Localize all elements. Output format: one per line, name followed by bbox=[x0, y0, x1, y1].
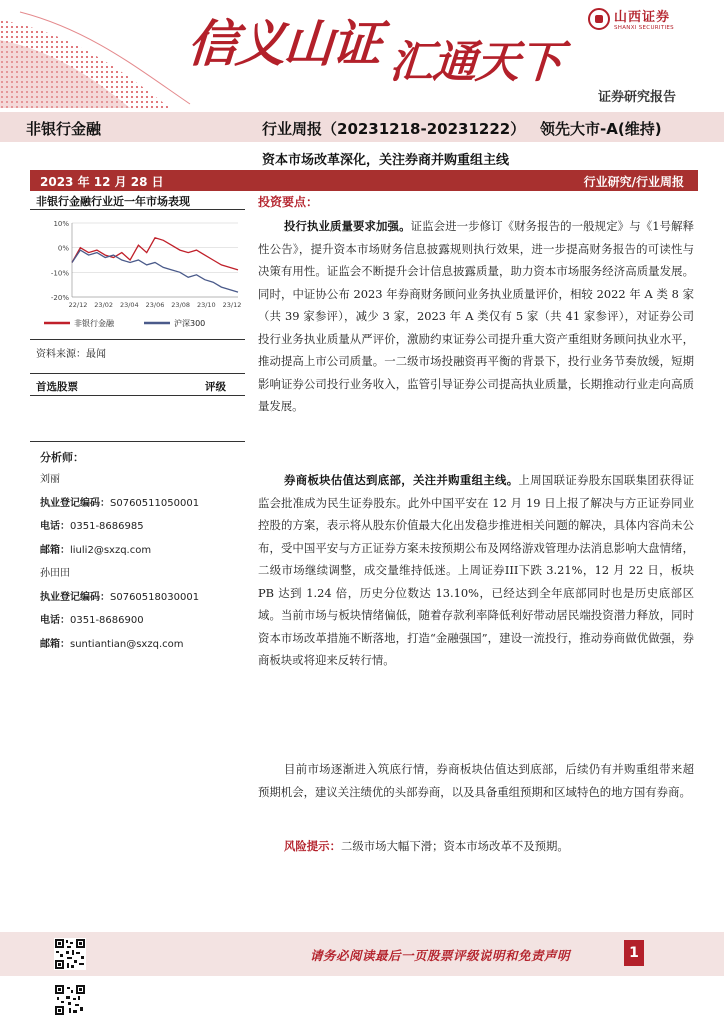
report-type: 证券研究报告 bbox=[597, 90, 676, 105]
risk-text: 二级市场大幅下滑；资本市场改革不及预期。 bbox=[340, 839, 569, 853]
x-tick-label: 23/06 bbox=[145, 301, 165, 309]
divider bbox=[30, 339, 245, 340]
divider bbox=[30, 209, 245, 210]
report-date: 2023 年 12 月 28 日 bbox=[40, 175, 164, 189]
logo-mark-icon bbox=[588, 8, 610, 30]
chart-x-ticks bbox=[69, 301, 242, 309]
chart-y-ticks bbox=[51, 220, 69, 302]
paragraph-lead: 券商板块估值达到底部，关注并购重组主线。 bbox=[284, 473, 519, 487]
analysts-label: 分析师： bbox=[40, 451, 84, 464]
performance-chart bbox=[38, 215, 243, 335]
page-footer bbox=[0, 932, 724, 976]
y-tick-label: 0% bbox=[57, 244, 69, 253]
logo-name-cn: 山西证券 bbox=[614, 10, 671, 25]
analyst-info bbox=[40, 449, 199, 661]
series-line-nonbank bbox=[72, 238, 238, 270]
industry-rating: 领先大市-A(维持) bbox=[540, 120, 662, 138]
email-label: 邮箱： bbox=[40, 544, 70, 556]
risk-label: 风险提示： bbox=[284, 839, 341, 853]
analyst-email[interactable]: suntiantian@sxzq.com bbox=[70, 638, 184, 650]
paragraph-ib-quality bbox=[258, 215, 694, 418]
sector-title: 非银行金融 bbox=[26, 120, 102, 138]
analyst-email[interactable]: liuli2@sxzq.com bbox=[70, 544, 152, 556]
date-bar bbox=[30, 170, 698, 191]
analyst-license: S0760518030001 bbox=[110, 591, 200, 603]
paragraph-text: 上周国联证券股东国联集团获得证监会批准成为民生证券股东。此外中国平安在 12 月 19 日上报了解决与方正证券同业控股的方案，表示将从股东价值最大化出发稳步推进相关问题的解决，具体内容尚未公布，受中国平安与方正证券方案未按预期公布及网络游戏管理办法消息影响大盘情绪，二级市场继续调整，成交量维持低迷。上周证券III下跌 3.21%，12 月 22 日，板块 PB 达到 1.24 倍，历史分位数达 13.10%，已经达到全年底部同时也是历史底部区域。当前市场与板块情绪偏低，随着存款利率降低利好带动居民端投资潜力释放，同时资本市场改革措施不断落地，打造“金融强国”，建设一流投行，推动券商做优做强，券商板块或将迎来反转行情。 bbox=[258, 473, 694, 667]
logo-name-en: SHANXI SECURITIES bbox=[614, 25, 674, 31]
preferred-stocks-label: 首选股票 bbox=[36, 381, 78, 393]
slogan-right: 汇通天下 bbox=[387, 37, 564, 88]
x-tick-label: 23/08 bbox=[171, 301, 191, 309]
analyst-phone: 0351-8686900 bbox=[70, 615, 144, 626]
y-tick-label: 10% bbox=[53, 220, 69, 228]
phone-label: 电话： bbox=[40, 521, 70, 532]
divider bbox=[30, 441, 245, 442]
series-line-hs300 bbox=[72, 250, 238, 292]
page-number: 1 bbox=[624, 940, 644, 966]
highlights-heading: 投资要点： bbox=[258, 195, 319, 209]
legend-label: 沪深300 bbox=[174, 319, 206, 328]
chart-series-lines bbox=[72, 238, 238, 292]
divider bbox=[30, 395, 245, 396]
analyst-license: S0760511050001 bbox=[110, 497, 200, 509]
x-tick-label: 22/12 bbox=[68, 301, 88, 309]
stock-rating-label: 评级 bbox=[205, 381, 226, 393]
chart-source: 资料来源：最闻 bbox=[36, 349, 106, 360]
header-banner bbox=[0, 0, 724, 112]
report-title: 行业周报（20231218-20231222） bbox=[262, 120, 526, 138]
x-tick-label: 23/04 bbox=[119, 301, 139, 309]
paragraph-lead: 投行执业质量要求加强。 bbox=[284, 219, 411, 233]
chart-title: 非银行金融行业近一年市场表现 bbox=[36, 195, 190, 208]
paragraph-valuation bbox=[258, 469, 694, 672]
qr-code-icon[interactable] bbox=[54, 938, 86, 970]
divider bbox=[30, 373, 245, 374]
chart-legend bbox=[44, 318, 205, 328]
slogan-left: 信义山证 bbox=[185, 14, 382, 73]
y-tick-label: -20% bbox=[50, 294, 69, 302]
license-label: 执业登记编码： bbox=[40, 591, 110, 603]
paragraph-outlook: 目前市场逐渐进入筑底行情，券商板块估值达到底部，后续仍有并购重组带来超预期机会，建议关注绩优的头部券商，以及具备重组预期和区域特色的地方国有券商。 bbox=[258, 762, 694, 799]
x-tick-label: 23/12 bbox=[222, 301, 242, 309]
license-label: 执业登记编码： bbox=[40, 497, 110, 509]
legend-label: 非银行金融 bbox=[74, 319, 114, 328]
analyst-name: 刘丽 bbox=[40, 474, 60, 485]
paragraph-text: 证监会进一步修订《财务报告的一般规定》与《1号解释性公告》，提升资本市场财务信息披露规则执行效果，进一步提高财务报告的可读性与决策有用性。证监会不断提升会计信息披露质量，助力资本市场服务经济高质量发展。同时，中证协公布 2023 年券商财务顾问业务执业质量评价，相较 2022 年 A 类 8 家（共 39 家参评），减少 3 家，2023 年 A 类仅有 5 家（共 41 家参评），对证券公司投行业务执业质量从严评价，激励约束证券公司提升重大资产重组财务顾问执业水平，推动提高上市公司质量。一二级市场投融资再平衡的背景下，投行业务节奏放缓，短期影响证券公司投行业务收入，监管引导证券公司提高执业质量，长期推动行业走向高质量发展。 bbox=[258, 219, 694, 413]
analyst-phone: 0351-8686985 bbox=[70, 521, 144, 532]
x-tick-label: 23/10 bbox=[196, 301, 216, 309]
phone-label: 电话： bbox=[40, 615, 70, 626]
report-category: 行业研究/行业周报 bbox=[583, 175, 684, 189]
disclaimer-notice: 请务必阅读最后一页股票评级说明和免责声明 bbox=[310, 948, 571, 963]
title-bar bbox=[0, 112, 724, 142]
report-subtitle: 资本市场改革深化，关注券商并购重组主线 bbox=[262, 153, 510, 168]
company-logo bbox=[588, 6, 674, 31]
preferred-stocks-header bbox=[36, 379, 236, 394]
paragraph-risk bbox=[258, 835, 694, 858]
qr-code-icon[interactable] bbox=[54, 984, 86, 1016]
x-tick-label: 23/02 bbox=[94, 301, 114, 309]
analyst-name: 孙田田 bbox=[40, 568, 70, 579]
y-tick-label: -10% bbox=[50, 269, 69, 278]
email-label: 邮箱： bbox=[40, 638, 70, 650]
